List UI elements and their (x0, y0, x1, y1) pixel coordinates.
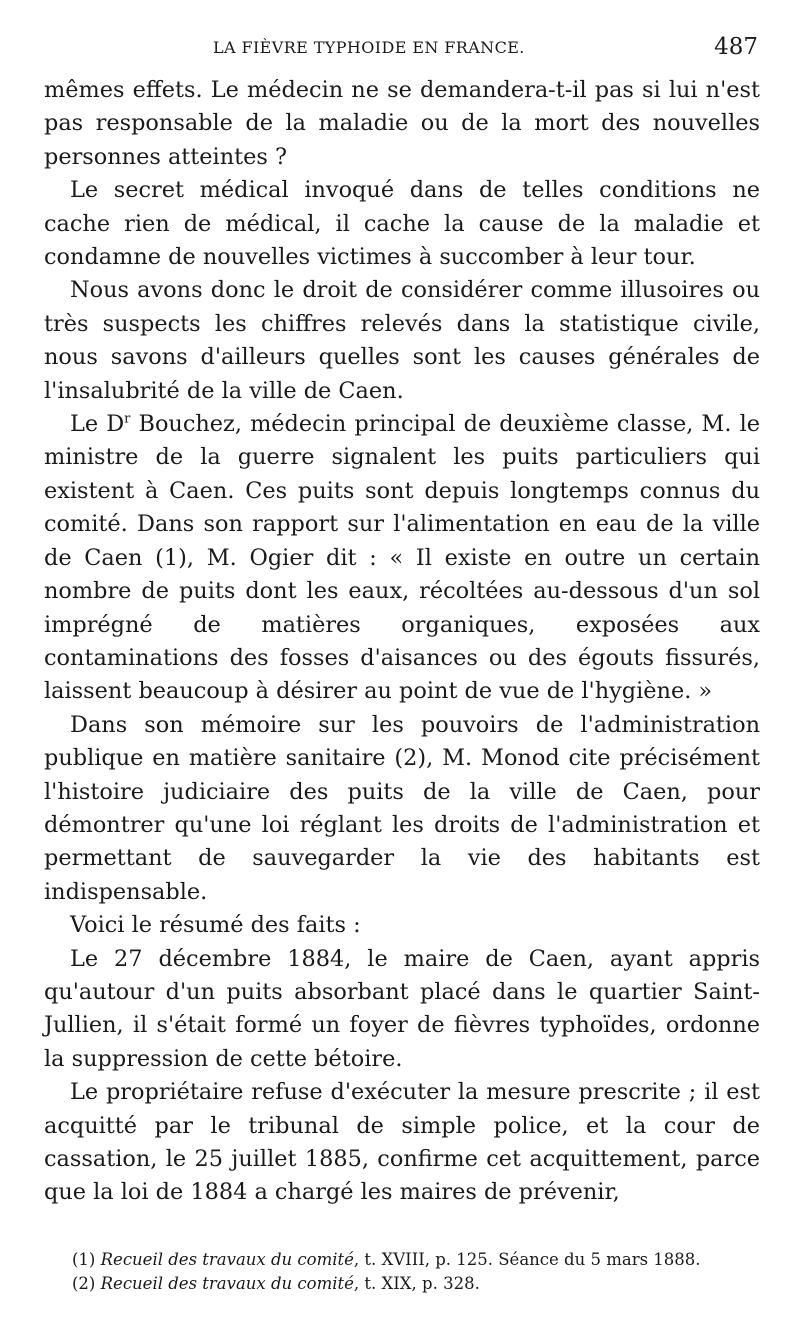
footnote-source: Recueil des travaux du comité (100, 1250, 354, 1269)
footnote-source: Recueil des travaux du comité (100, 1274, 354, 1293)
running-title: LA FIÈVRE TYPHOIDE EN FRANCE. (213, 38, 525, 57)
paragraph: Le 27 décembre 1884, le maire de Caen, ayant appris qu'autour d'un puits absorbant placé dans le quartier Saint-Jullien, il s'était formé un foyer de fièvres typhoïdes, ordonne la suppression de cette bétoire. (44, 945, 760, 1072)
paragraph: Le secret médical invoqué dans de telles conditions ne cache rien de médical, il cache la cause de la maladie et condamne de nouvelles victimes à succomber à leur tour. (44, 177, 760, 271)
footnote-number: (2) (72, 1274, 101, 1293)
paragraph-continued: mêmes effets. Le médecin ne se demandera-t-il pas si lui n'est pas responsable de la maladie ou de la mort des nouvelles personnes atteintes ? (44, 77, 760, 170)
footnote-detail: , t. XVIII, p. 125. Séance du 5 mars 1888. (353, 1250, 701, 1269)
page-number: 487 (714, 34, 758, 60)
paragraph: Nous avons donc le droit de considérer comme illusoires ou très suspects les chiffres relevés dans la statistique civile, nous savons d'ailleurs quelles sont les causes générales de l'insalubrité de la ville de Caen. (44, 277, 760, 404)
footnote-1 (72, 1248, 762, 1272)
footnote-2 (72, 1272, 762, 1296)
paragraph: Voici le résumé des faits : (70, 912, 361, 939)
page-header (48, 34, 758, 64)
superscript: r (124, 411, 131, 427)
paragraph (44, 408, 760, 709)
paragraph: Le propriétaire refuse d'exécuter la mesure prescrite ; il est acquitté par le tribunal de simple police, et la cour de cassation, le 25 juillet 1885, confirme cet acquittement, parce que la loi de 1884 a chargé les maires de prévenir, (44, 1079, 760, 1206)
text-run: Le D (70, 411, 125, 438)
footnote-detail: , t. XIX, p. 328. (353, 1274, 480, 1293)
body-text (44, 74, 760, 1210)
text-run: Bouchez, médecin principal de deuxième classe, M. le ministre de la guerre signalent les puits particuliers qui existent à Caen. Ces puits sont depuis longtemps connus du comité. Dans son rapport sur l'alimentation en eau de la ville de Caen (1), M. Ogier dit : « Il existe en outre un certain nombre de puits dont les eaux, récoltées au-dessous d'un sol imprégné de matières organiques, exposées aux contaminations des fosses d'aisances ou des égouts fissurés, laissent beaucoup à désirer au point de vue de l'hygiène. » (44, 411, 760, 705)
footnotes (72, 1248, 762, 1296)
footnote-number: (1) (72, 1250, 101, 1269)
paragraph: Dans son mémoire sur les pouvoirs de l'administration publique en matière sanitaire (2), M. Monod cite précisément l'histoire judiciaire des puits de la ville de Caen, pour démontrer qu'une loi réglant les droits de l'administration et permettant de sauvegarder la vie des habitants est indispensable. (44, 711, 760, 905)
